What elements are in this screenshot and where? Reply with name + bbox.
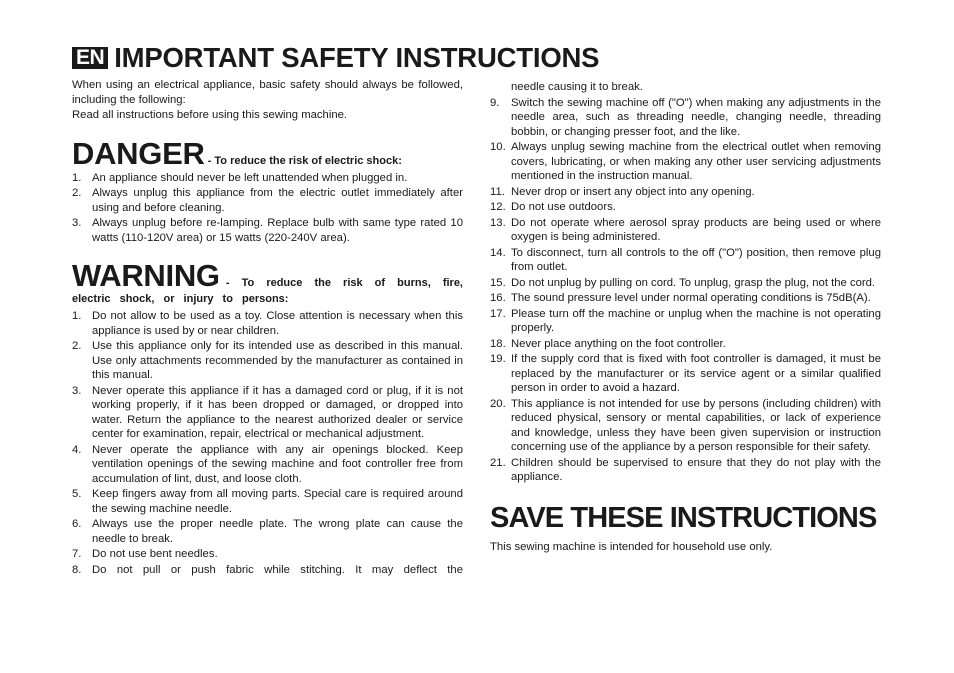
language-badge: EN — [72, 47, 108, 69]
list-item — [72, 171, 463, 186]
danger-subtitle: - To reduce the risk of electric shock: — [207, 154, 402, 167]
item-text: To disconnect, turn all controls to the off ("O") position, then remove plug from outlet. — [511, 246, 881, 273]
item-number: 6. — [72, 518, 82, 530]
list-item — [490, 200, 881, 215]
warning-heading — [72, 258, 463, 307]
item-text: Always use the proper needle plate. The wrong plate can cause the needle to break. — [92, 518, 463, 545]
item-number: 10. — [490, 141, 506, 153]
list-item — [72, 309, 463, 338]
item-text: Always unplug before re-lamping. Replace bulb with same type rated 10 watts (110-120V area) or 15 watts (220-240V area). — [92, 217, 463, 244]
list-item — [490, 246, 881, 275]
list-item — [490, 397, 881, 455]
item-text: Do not operate where aerosol spray products are being used or where oxygen is being administered. — [511, 216, 881, 243]
item-number: 2. — [72, 340, 82, 352]
item-number: 3. — [72, 384, 82, 397]
item-text: Children should be supervised to ensure that they do not play with the appliance. — [511, 456, 881, 483]
item-number: 17. — [490, 307, 506, 320]
warning-list-left — [72, 309, 463, 577]
danger-heading — [72, 135, 463, 171]
title-text: IMPORTANT SAFETY INSTRUCTIONS — [114, 42, 600, 73]
list-item — [72, 186, 463, 215]
item-text: Never drop or insert any object into any opening. — [511, 185, 755, 198]
warning-title: WARNING — [72, 258, 220, 293]
item-number: 9. — [490, 96, 500, 109]
item-text: If the supply cord that is fixed with foot controller is damaged, it must be replaced by the manufacturer or its service agent or a similar qualified person in order to avoid a hazard. — [511, 353, 881, 394]
list-item — [490, 291, 881, 306]
list-item — [72, 517, 463, 546]
right-column — [490, 80, 881, 554]
item-text: Do not use bent needles. — [92, 548, 218, 560]
item-number: 2. — [72, 187, 82, 199]
save-instructions-heading: SAVE THESE INSTRUCTIONS — [490, 501, 877, 534]
left-column — [72, 78, 463, 578]
item-text: This appliance is not intended for use by persons (including children) with reduced physical, sensory or mental capabilities, or lack of experience and knowledge, unless they have been given supervision or instruction concerning use of the appliance by a person responsible for their safety. — [511, 397, 881, 453]
item-text: Never place anything on the foot controller. — [511, 337, 726, 350]
list-item — [72, 339, 463, 383]
list-item — [490, 337, 881, 352]
item-text: The sound pressure level under normal operating conditions is 75dB(A). — [511, 292, 871, 304]
item-number: 8. — [72, 563, 82, 576]
item-number: 1. — [72, 310, 82, 322]
list-item — [490, 307, 881, 336]
item-text: An appliance should never be left unattended when plugged in. — [92, 171, 408, 184]
item-number: 1. — [72, 171, 82, 184]
list-item — [72, 443, 463, 487]
list-item — [72, 547, 463, 562]
item-text: Use this appliance only for its intended use as described in this manual. Use only attachments recommended by the manufacturer as contained in this manual. — [92, 340, 463, 381]
item-number: 18. — [490, 337, 506, 350]
item-number: 5. — [72, 488, 82, 500]
list-item — [72, 216, 463, 245]
item-text: Switch the sewing machine off ("O") when making any adjustments in the needle area, such as threading needle, changing needle, threading bobbin, or changing presser foot, and the like. — [511, 96, 881, 138]
item-number: 16. — [490, 292, 506, 304]
list-item — [490, 185, 881, 200]
item-number: 7. — [72, 548, 82, 560]
item-text: Do not use outdoors. — [511, 201, 616, 213]
list-item — [490, 276, 881, 291]
list-item — [72, 487, 463, 516]
item-number: 11. — [490, 185, 505, 198]
danger-title: DANGER — [72, 135, 205, 171]
household-use-note: This sewing machine is intended for household use only. — [490, 540, 773, 553]
item-text: Do not unplug by pulling on cord. To unplug, grasp the plug, not the cord. — [511, 276, 876, 289]
item-number: 15. — [490, 276, 506, 289]
list-item — [72, 384, 463, 442]
item-text: Please turn off the machine or unplug when the machine is not operating properly. — [511, 307, 881, 334]
intro-paragraph: When using an electrical appliance, basic safety should always be followed, including the following: — [72, 79, 463, 106]
item-number: 14. — [490, 246, 506, 259]
item-number: 19. — [490, 353, 506, 365]
item-text: Always unplug this appliance from the electric outlet immediately after using and before cleaning. — [92, 187, 463, 214]
list-item — [490, 216, 881, 245]
list-item — [490, 96, 881, 140]
item-number: 12. — [490, 201, 506, 213]
page-title — [72, 40, 772, 76]
danger-list — [72, 171, 463, 246]
list-item — [490, 456, 881, 485]
intro — [72, 78, 463, 123]
item-text: Keep fingers away from all moving parts. Special care is required around the sewing machine needle. — [92, 488, 463, 515]
item-8-continuation: needle causing it to break. — [511, 81, 643, 93]
item-number: 21. — [490, 456, 506, 469]
item-number: 3. — [72, 217, 82, 229]
warning-list-right — [490, 96, 881, 485]
list-item — [490, 140, 881, 184]
list-item — [490, 352, 881, 396]
warning-subtitle: - To reduce the risk of burns, fire, electric shock, or injury to persons: — [72, 277, 463, 305]
item-text: Do not pull or push fabric while stitching. It may deflect the — [92, 563, 463, 576]
list-item — [72, 563, 463, 578]
intro-paragraph: Read all instructions before using this sewing machine. — [72, 109, 348, 121]
item-number: 13. — [490, 216, 506, 229]
item-text: Never operate the appliance with any air openings blocked. Keep ventilation openings of the sewing machine and foot controller free from accumulation of lint, dust, and loose cloth. — [92, 443, 463, 485]
item-number: 4. — [72, 443, 82, 456]
item-number: 20. — [490, 397, 506, 410]
item-text: Never operate this appliance if it has a damaged cord or plug, if it is not working properly, if it has been dropped or damaged, or dropped into water. Return the appliance to the nearest authorized dealer or service center for examination, repair, electrical or mechanical adjustment. — [92, 384, 463, 440]
item-text: Do not allow to be used as a toy. Close attention is necessary when this appliance is used by or near children. — [92, 310, 463, 337]
item-text: Always unplug sewing machine from the electrical outlet when removing covers, lubricating, or when making any other user servicing adjustments mentioned in the instruction manual. — [511, 141, 881, 182]
